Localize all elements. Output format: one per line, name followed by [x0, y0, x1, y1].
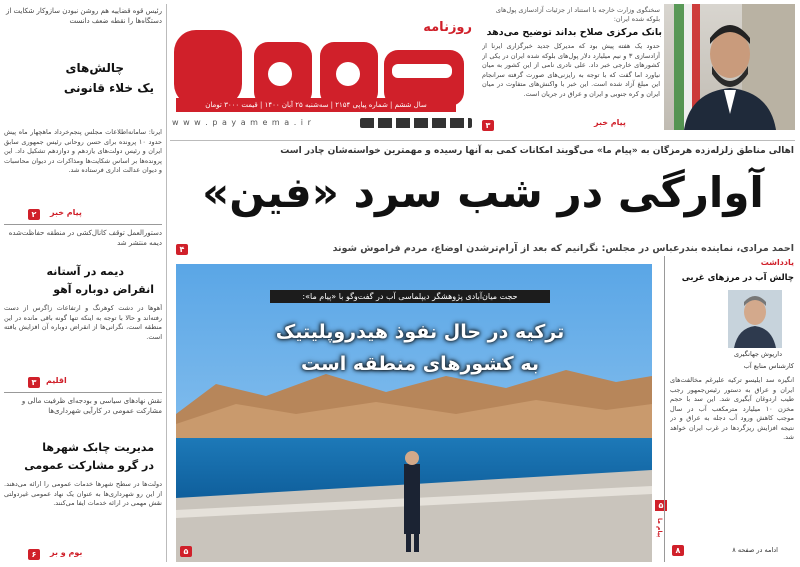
newspaper-label: روزنامه: [423, 20, 472, 35]
photo-page-badge: ۵: [180, 546, 192, 557]
issue-info-bar: سال ششم | شماره پیاپی ۲۱۵۴ | سه‌شنبه ۲۵ آبان ۱۴۰۰ | قیمت ۳۰۰۰ تومان: [176, 98, 456, 112]
lead-headline[interactable]: آوارگی در شب سرد «فین»: [202, 168, 764, 217]
side-tab: [654, 500, 668, 562]
left-column-divider: [166, 4, 167, 562]
spokesperson-photo: [664, 4, 795, 130]
left-story3-body: دولت‌ها در سطح شهرها خدمات عمومی را ارائه می‌دهند. از این رو شهرداری‌ها به عنوان یک نهاد عمومی غیردولتی نقش مهمی در ارائه خدمات ایفا می‌کنند.: [4, 480, 162, 507]
lead-kicker: اهالی مناطق زلزله‌زده هرمزگان به «پیام ما» می‌گویند امکانات کمی به آنها رسیده و مهمترین خواسته‌شان چادر است: [280, 146, 794, 156]
left-divider-2: [4, 392, 162, 393]
left-story1-headline-line2[interactable]: یک خلاء قانونی: [63, 81, 154, 95]
author-photo: [728, 290, 782, 348]
side-tab-label: پیام ما: [656, 518, 663, 538]
website-url[interactable]: w w w . p a y a m e m a . i r: [172, 118, 312, 127]
pattern-strip: [360, 118, 472, 128]
left-story3-page-badge: ۶: [28, 549, 40, 560]
main-photo: [176, 264, 652, 562]
opinion-page-badge: ۸: [672, 545, 684, 556]
top-story-kicker: سخنگوی وزارت خارجه با استناد از جزئیات آزادسازی پول‌های بلوکه شده ایران:: [495, 6, 660, 23]
left-story2-headline-line2[interactable]: انقراض دوباره آهو: [53, 283, 154, 296]
left-divider-1: [4, 224, 162, 225]
left-story2-headline-line1[interactable]: دیمه در آستانه: [46, 265, 124, 278]
logo-text: [170, 50, 171, 51]
left-story2-tag: اقلیم: [46, 376, 67, 385]
left-story2-body: آهوها در دشت کوهرنگ و ارتفاعات زاگرس از دست رفته‌اند و حالا با توجه به اینکه تنها گونه باقی مانده در این منطقه است، نگرانی‌ها از انقراض دوباره آن افزایش یافته است.: [4, 304, 162, 341]
photo-kicker: حجت میان‌آبادی پژوهشگر دیپلماسی آب در گفت‌وگو با «پیام ما»:: [270, 290, 550, 303]
url-row: [172, 116, 472, 132]
photo-headline-line2[interactable]: به کشورهای منطقه است: [301, 353, 539, 375]
author-name: داریوش جهانگیری: [733, 350, 782, 358]
opinion-section-label: یادداشت: [760, 258, 794, 267]
left-story2-kicker: دستورالعمل توقف کانال‌کشی در منطقه حفاظت‌شده دیمه منتشر شد: [8, 229, 162, 247]
top-story-headline[interactable]: بانک مرکزی صلاح بداند توضیح می‌دهد: [486, 27, 662, 38]
left-story3-kicker: نقش نهادهای سیاسی و بودجه‌ای ظرفیت مالی و مشارکت عمومی در کارآیی شهرداری‌ها: [21, 397, 162, 415]
left-story2-page-badge: ۳: [28, 377, 40, 388]
left-story1-page-badge: ۲: [28, 209, 40, 220]
left-story3-headline-line1[interactable]: مدیریت چابک شهرها: [42, 441, 154, 454]
side-tab-badge: ۵: [655, 500, 667, 511]
divider: [170, 140, 795, 141]
opinion-body: انگیزه سد ایلیسو ترکیه علیرغم مخالفت‌های ایران و عراق به دستور رئیس‌جمهور رجب طیب اردوغان آبگیری شد. این سد با حجم مخزن ۱۰ میلیارد مترمکعب آب در سال موجب کاهش ورود آب دجله به عراق و در نتیجه افزایش ریزگردها در غرب ایران خواهد شد.: [670, 376, 794, 441]
photo-headline-line1[interactable]: ترکیه در حال نفوذ هیدروپلیتیک: [275, 321, 565, 343]
column-divider: [664, 256, 665, 562]
left-story1-kicker: رئیس قوه قضاییه هم روشن نبودن سازوکار شکایت از دستگاه‌ها را نقطه ضعف دانست: [5, 7, 162, 25]
opinion-continuation: ادامه در صفحه ۸: [732, 546, 778, 554]
left-story1-tag: پیام خبر: [50, 208, 82, 217]
lead-subline: احمد مرادی، نماینده بندرعباس در مجلس: نگرانیم که بعد از آرام‌ترشدن اوضاع، مردم فراموش شوند: [332, 243, 794, 254]
left-story1-headline-line1[interactable]: چالش‌های: [65, 61, 124, 75]
top-story-page-badge: ۳: [482, 120, 494, 131]
top-story-body: حدود یک هفته پیش بود که مدیرکل جدید خبرگزاری ایرنا از آزادسازی ۳ و نیم میلیارد دلار پول‌های بلوکه شده ایران در یکی از کشورهای خارجی خبر داد. علی نادری نامی از این کشور به میان نیاورد اما گفت که با توجه به رایزنی‌های صورت گرفته سرانجام این مبلغ آزاد شده است. این خبر با واکنش‌های متفاوت در میان ایران و کره جنوبی و ایران و عراق در جریان است.: [482, 42, 660, 98]
left-story1-body: ایرنا: سامانه‌اطلاعات مجلس پنجم‌خرداد ماهچهار ماه پیش حدود ۱۰ پرونده برای حسن روحانی رئیس جمهوری سابق ایران و رئیس دولت‌های یازدهم و دوازدهم تشکیل داد. این پرونده‌ها بر اساس شکایت‌ها ومذاکرات در دیوان محاسبات و دیوان عدالت اداری فرستاده شد.: [4, 128, 162, 174]
author-role: کارشناس منابع آب: [743, 362, 794, 370]
left-story3-tag: بوم و بر: [50, 548, 83, 557]
opinion-headline[interactable]: چالش آب در مرزهای غربی: [681, 273, 794, 283]
lead-page-badge: ۴: [176, 244, 188, 255]
left-story3-headline-line2[interactable]: در گرو مشارکت عمومی: [24, 459, 154, 472]
top-story-tag: پیام خبر: [594, 118, 626, 127]
